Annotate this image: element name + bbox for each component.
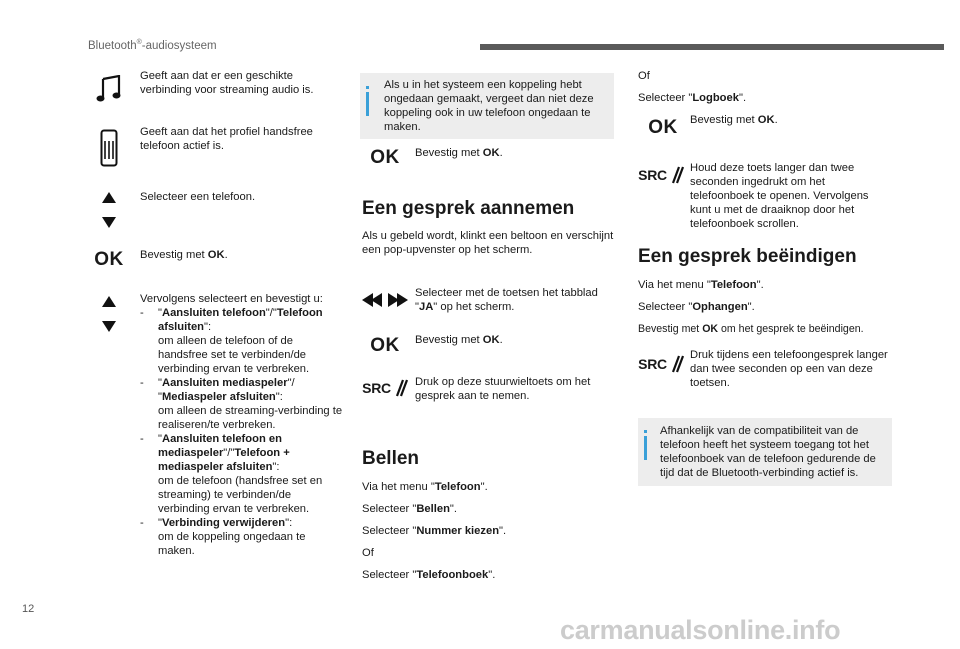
note-text: Als u in het systeem een koppeling hebt ongedaan gemaakt, vergeet dan niet deze koppeling ook in uw telefoon ongedaan te maken. [384,79,594,133]
confirm-ok-text: Bevestig met OK. [140,249,228,261]
ok-button-icon: OK [94,249,124,270]
left-right-arrows-icon [360,290,410,310]
confirm-ok-text-4: Bevestig met OK. [690,114,778,126]
up-down-arrows-icon [84,192,134,228]
answer-intro: Als u gebeld wordt, klinkt een beltoon en verschijnt een pop-upvenster op het scherm. [362,230,614,256]
ok-button-icon-4: OK [648,117,678,138]
src-phone-key-icon-2: SRC [636,163,686,187]
call-step-3: Selecteer "Nummer kiezen". [362,525,507,537]
call-step-1: Via het menu "Telefoon". [362,481,488,493]
option-item: - "Aansluiten mediaspeler"/ "Mediaspeler afsluiten": om alleen de streaming-verbinding te realiseren/te verbreken. [140,377,343,431]
press-during-call: Druk tijdens een telefoongesprek langer dan twee seconden op een van deze toetsen. [690,349,888,389]
up-down-arrows-icon-2 [84,296,134,332]
log-or: Of [638,70,650,82]
options-intro: Vervolgens selecteert en bevestigt u: [140,293,323,305]
heading-call: Bellen [362,448,420,469]
note-text-2: Afhankelijk van de compatibiliteit van de telefoon heeft het systeem toegang tot het telefoonboek van de telefoon gedurende de tijd dat de Bluetooth-verbinding actief is. [660,425,876,479]
page-header: Bluetooth®-audiosysteem [88,39,217,52]
src-phone-key-icon-3: SRC [636,352,686,376]
option-item: - "Aansluiten telefoon"/"Telefoon afsluiten": om alleen de telefoon of de handsfree set te verbinden/de verbinding ervan te verbreken. [140,307,323,375]
header-bar [480,44,944,50]
select-log: Selecteer "Logboek". [638,92,747,104]
heading-end-call: Een gesprek beëindigen [638,246,857,267]
page-number: 12 [22,603,35,615]
info-note-phonebook [638,418,892,486]
ok-button-icon-3: OK [370,335,400,356]
info-icon [366,92,369,116]
select-phone-text: Selecteer een telefoon. [140,191,256,203]
call-or: Of [362,547,374,559]
info-note-unpair [360,73,614,139]
confirm-ok-text-2: Bevestig met OK. [415,147,503,159]
confirm-ok-text-3: Bevestig met OK. [415,334,503,346]
option-item: - "Verbinding verwijderen": om de koppeling ongedaan te maken. [140,517,306,557]
press-src-answer: Druk op deze stuurwieltoets om het gesprek aan te nemen. [415,376,591,402]
watermark: carmanualsonline.info [560,615,841,645]
hold-src-phonebook: Houd deze toets langer dan twee seconden ingedrukt om het telefoonboek te openen. Vervolgens kunt u met de draaiknop door het telefoonboek scrollen. [690,162,869,230]
select-yes-tab: Selecteer met de toetsen het tabblad "JA" op het scherm. [415,287,598,313]
end-step-2: Selecteer "Ophangen". [638,301,755,313]
src-phone-key-icon: SRC [360,376,410,400]
call-step-4: Selecteer "Telefoonboek". [362,569,496,581]
end-step-3: Bevestig met OK om het gesprek te beëindigen. [638,323,864,335]
streaming-desc: Geeft aan dat er een geschikte verbinding voor streaming audio is. [140,70,314,96]
info-icon-2 [644,436,647,460]
end-step-1: Via het menu "Telefoon". [638,279,764,291]
music-note-icon [84,74,134,104]
handsfree-desc: Geeft aan dat het profiel handsfree telefoon actief is. [140,126,313,152]
option-item: - "Aansluiten telefoon en mediaspeler"/"Telefoon + mediaspeler afsluiten": om de telefoon (handsfree set en streaming) te verbinden/de verbinding ervan te verbreken. [140,433,323,515]
heading-answer-call: Een gesprek aannemen [362,198,575,219]
ok-button-icon-2: OK [370,147,400,168]
call-step-2: Selecteer "Bellen". [362,503,458,515]
connection-options [140,292,344,558]
mobile-phone-icon [84,128,134,168]
